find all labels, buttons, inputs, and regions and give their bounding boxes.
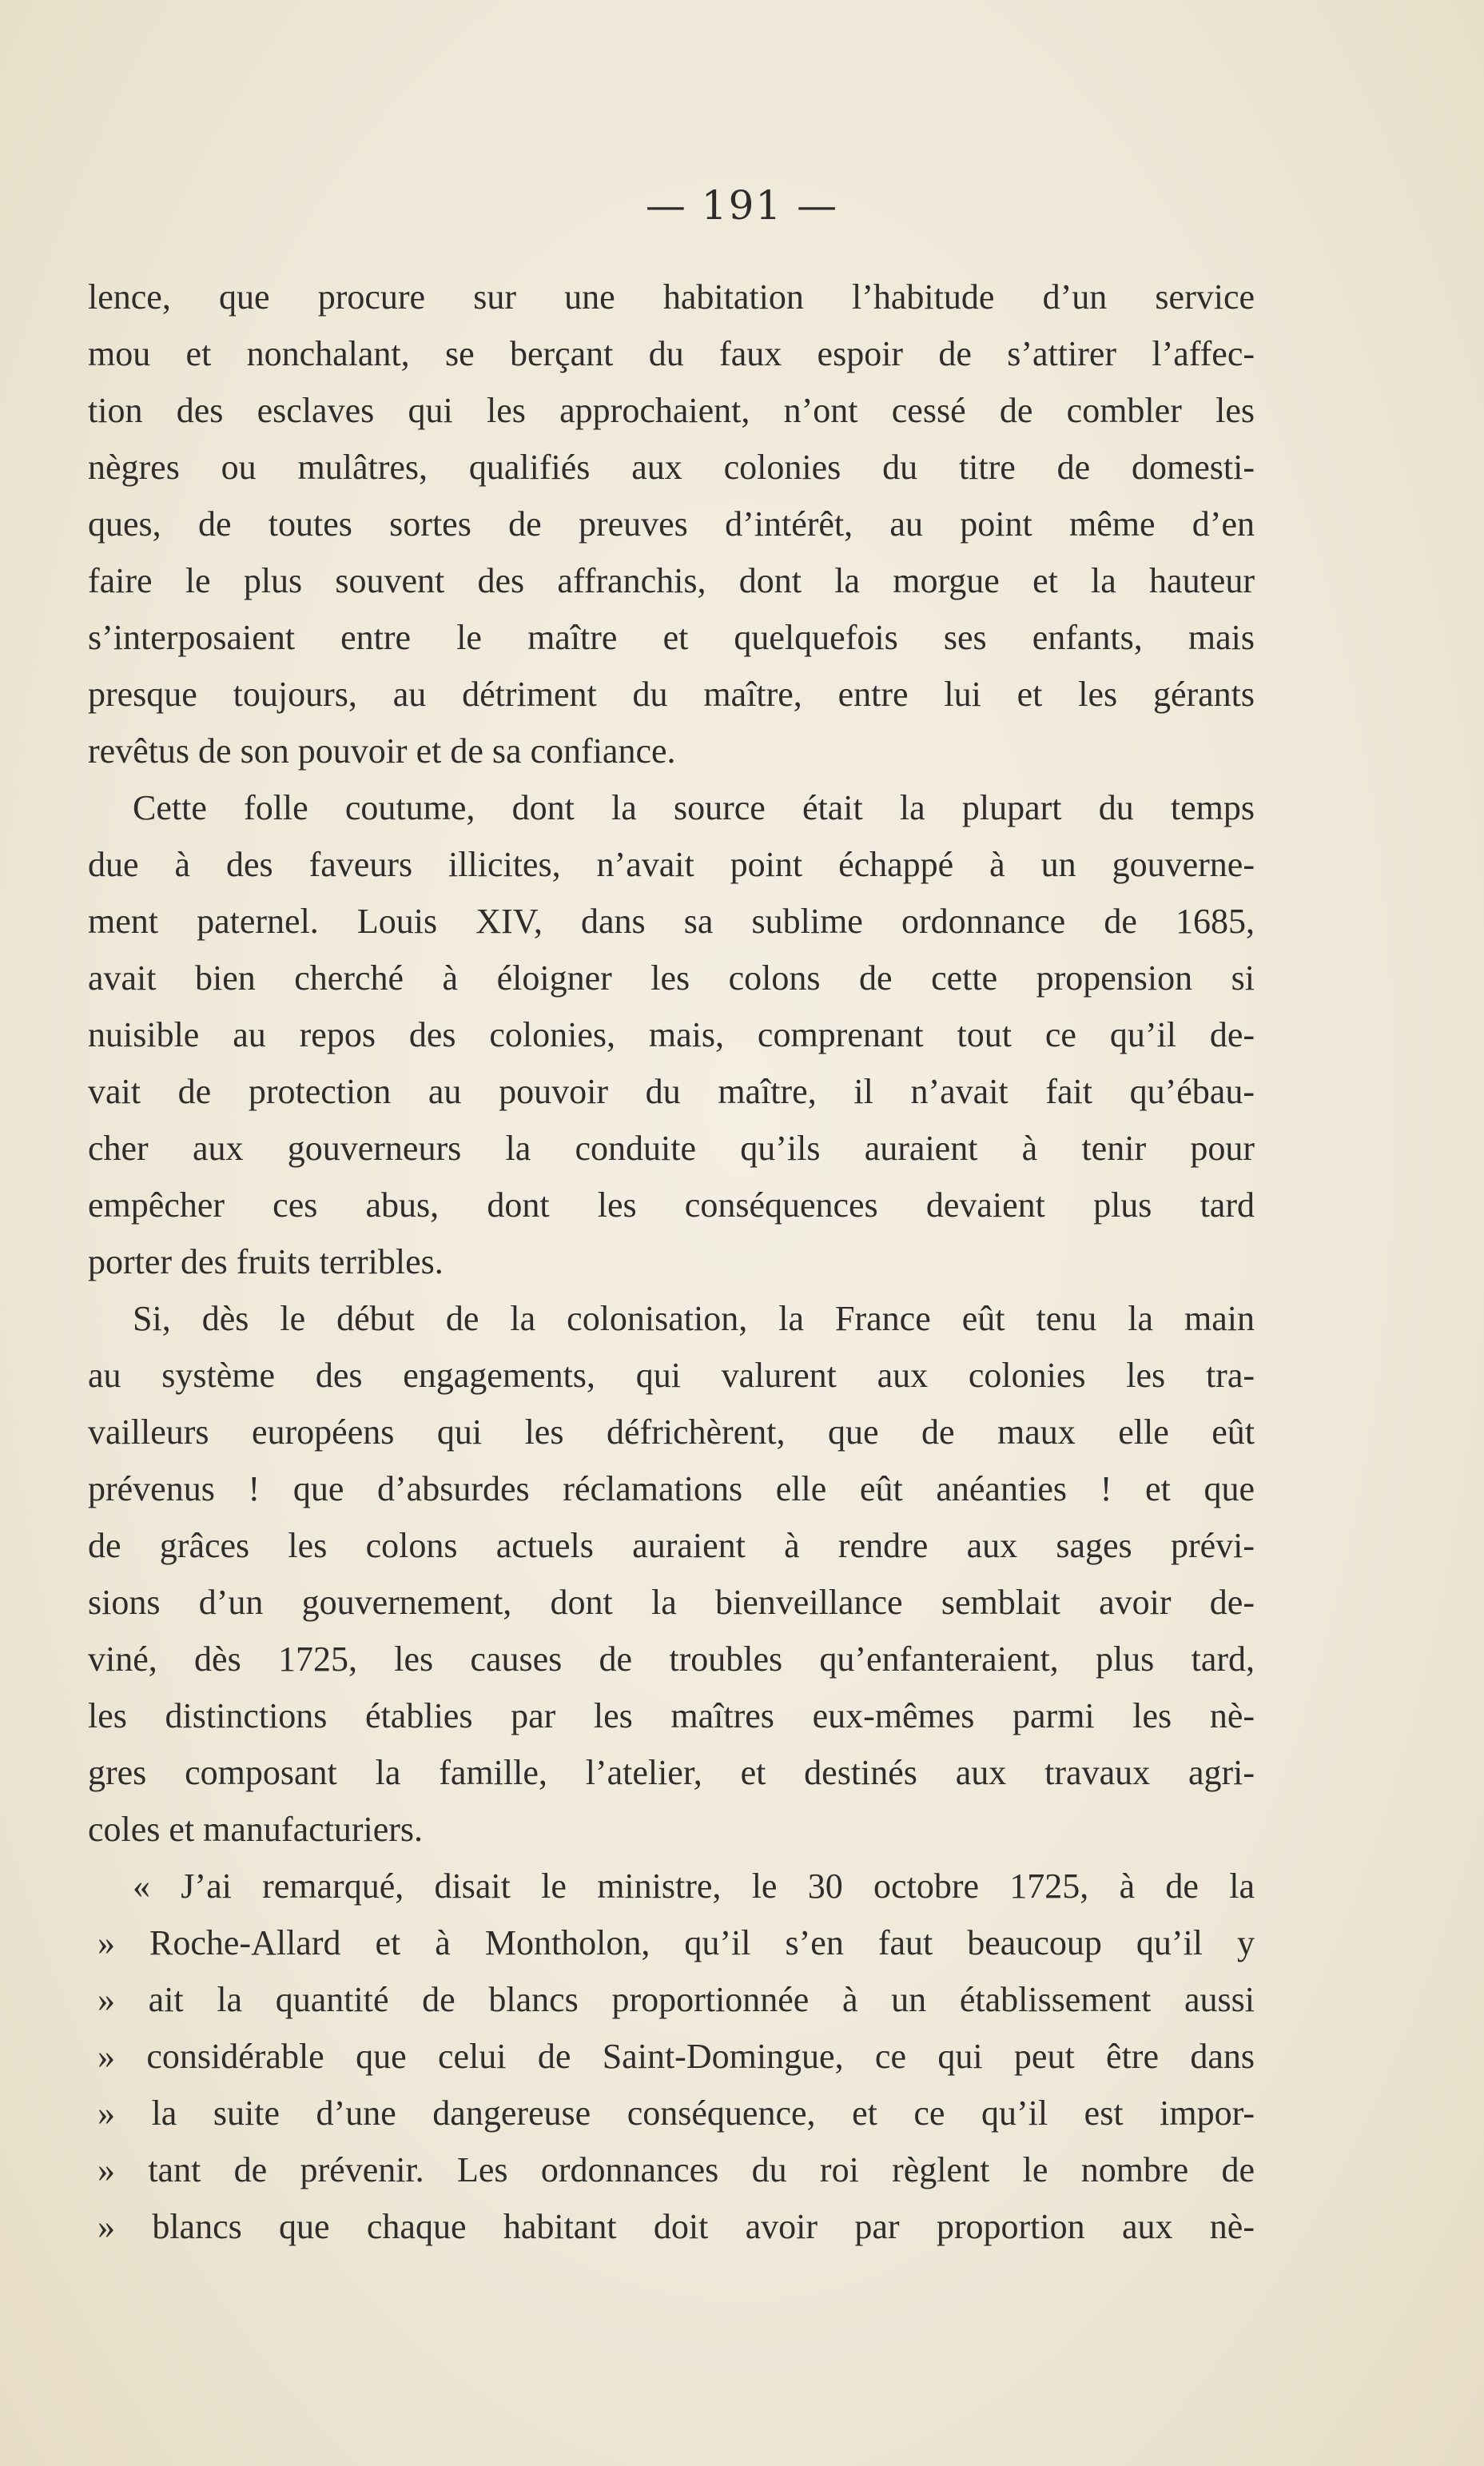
text-line: nègres ou mulâtres, qualifiés aux colonies du titre de domesti- [88, 448, 1255, 487]
text-line: » blancs que chaque habitant doit avoir par proportion aux nè- [97, 2207, 1255, 2246]
text-line: viné, dès 1725, les causes de troubles qu’enfanteraient, plus tard, [88, 1639, 1255, 1679]
text-line: de grâces les colons actuels auraient à rendre aux sages prévi- [88, 1526, 1255, 1565]
text-line: sions d’un gouvernement, dont la bienveillance semblait avoir de- [88, 1583, 1255, 1622]
text-line: les distinctions établies par les maîtres eux-mêmes parmi les nè- [88, 1696, 1255, 1735]
text-line: nuisible au repos des colonies, mais, comprenant tout ce qu’il de- [88, 1015, 1255, 1054]
text-line: s’interposaient entre le maître et quelquefois ses enfants, mais [88, 618, 1255, 657]
page-number: — 191 — [645, 182, 839, 229]
text-line: au système des engagements, qui valurent aux colonies les tra- [88, 1356, 1255, 1395]
text-line: Si, dès le début de la colonisation, la France eût tenu la main [133, 1299, 1255, 1338]
text-line: faire le plus souvent des affranchis, dont la morgue et la hauteur [88, 561, 1255, 600]
text-line: ment paternel. Louis XIV, dans sa sublime ordonnance de 1685, [88, 902, 1255, 941]
text-line: lence, que procure sur une habitation l’habitude d’un service [88, 277, 1255, 317]
text-line: vait de protection au pouvoir du maître, il n’avait fait qu’ébau- [88, 1072, 1255, 1111]
text-line: empêcher ces abus, dont les conséquences devaient plus tard [88, 1185, 1255, 1225]
text-line: Cette folle coutume, dont la source était la plupart du temps [133, 788, 1255, 827]
text-line: » ait la quantité de blancs proportionnée à un établissement aussi [97, 1980, 1255, 2019]
text-line: « J’ai remarqué, disait le ministre, le 30 octobre 1725, à de la [133, 1866, 1255, 1906]
text-line: vailleurs européens qui les défrichèrent, que de maux elle eût [88, 1412, 1255, 1452]
text-line: avait bien cherché à éloigner les colons de cette propension si [88, 958, 1255, 998]
text-line: due à des faveurs illicites, n’avait point échappé à un gouverne- [88, 845, 1255, 884]
text-line: tion des esclaves qui les approchaient, n’ont cessé de combler les [88, 391, 1255, 430]
text-line: coles et manufacturiers. [88, 1810, 424, 1849]
body-text [88, 269, 1255, 2255]
text-line: » Roche-Allard et à Montholon, qu’il s’en faut beaucoup qu’il y [97, 1923, 1255, 1962]
text-line: prévenus ! que d’absurdes réclamations elle eût anéanties ! et que [88, 1469, 1255, 1508]
text-line: ques, de toutes sortes de preuves d’intérêt, au point même d’en [88, 504, 1255, 544]
text-line: mou et nonchalant, se berçant du faux espoir de s’attirer l’affec- [88, 334, 1255, 373]
text-line: » la suite d’une dangereuse conséquence, et ce qu’il est impor- [97, 2094, 1255, 2133]
text-line: » tant de prévenir. Les ordonnances du roi règlent le nombre de [97, 2150, 1255, 2189]
text-line: » considérable que celui de Saint-Domingue, ce qui peut être dans [97, 2037, 1255, 2076]
text-line: porter des fruits terribles. [88, 1242, 444, 1281]
text-line: presque toujours, au détriment du maître, entre lui et les gérants [88, 675, 1255, 714]
text-line: gres composant la famille, l’atelier, et destinés aux travaux agri- [88, 1753, 1255, 1792]
text-line: revêtus de son pouvoir et de sa confiance. [88, 731, 676, 771]
text-line: cher aux gouverneurs la conduite qu’ils auraient à tenir pour [88, 1129, 1255, 1168]
